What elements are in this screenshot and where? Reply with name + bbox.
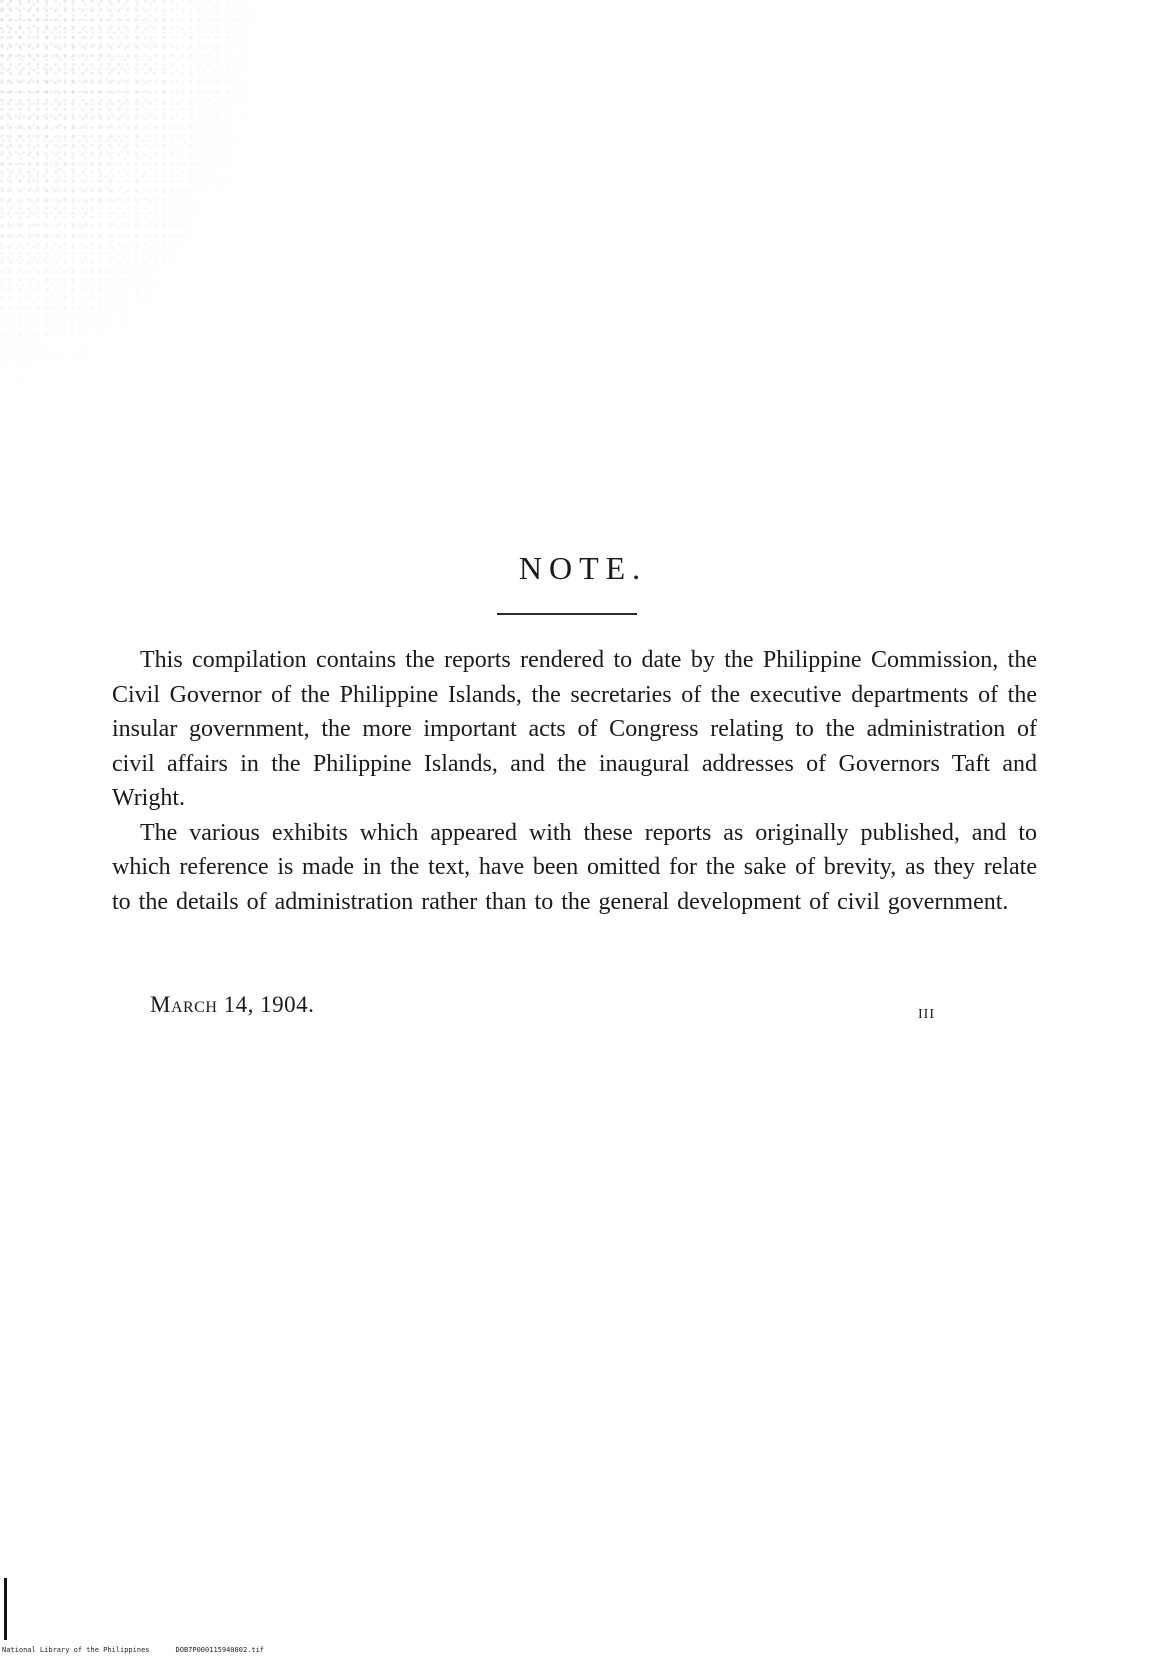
footer-library: National Library of the Philippines: [2, 1646, 150, 1654]
scan-speckle: [0, 0, 260, 380]
page-number: III: [918, 1007, 935, 1022]
heading-rule: [497, 613, 637, 615]
note-paragraph-2: The various exhibits which appeared with these reports as originally published, and to which reference is made in the text, have been omitted for the sake of brevity, as they relate to the details of administration rather than to the general development of civil government.: [112, 819, 1037, 915]
date-month: March: [150, 992, 218, 1017]
margin-mark: [4, 1578, 7, 1640]
date-day-year: 14, 1904.: [217, 992, 315, 1017]
note-paragraph-1: This compilation contains the reports rendered to date by the Philippine Commission, the Civil Governor of the Philippine Islands, the secretaries of the executive departments of the insular government, the more important acts of Congress relating to the administration of civil affairs in the Philippine Islands, and the inaugural addresses of Governors Taft and Wright.: [112, 647, 1037, 811]
scan-footer: [2, 1645, 602, 1655]
note-date: [150, 990, 314, 1020]
page-heading: NOTE.: [518, 550, 648, 586]
footer-filename: DOB7P000115940002.tif: [175, 1646, 265, 1654]
note-body: [112, 643, 1037, 919]
